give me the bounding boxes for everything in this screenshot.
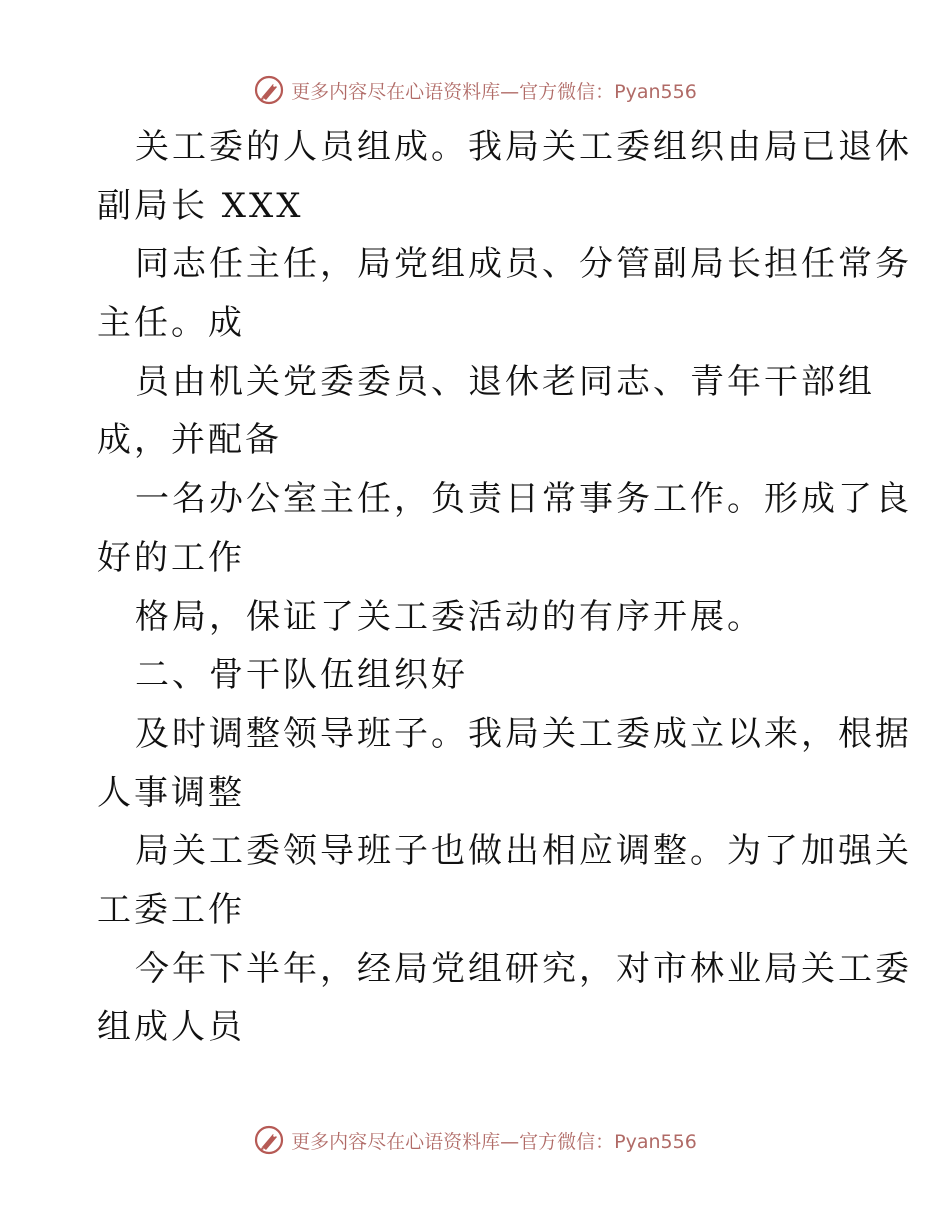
paragraph-line: 及时调整领导班子。我局关工委成立以来，根据 [135,713,912,754]
header-watermark-text: 更多内容尽在心语资料库—官方微信：Pyan556 [291,80,697,103]
document-body [97,118,912,1057]
paragraph-line: 主任。成 [97,303,245,344]
pen-nib-logo-icon [253,74,285,106]
paragraph-line: 组成人员 [97,1007,245,1048]
paragraph-line: 格局，保证了关工委活动的有序开展。 [135,596,764,637]
paragraph-line: 关工委的人员组成。我局关工委组织由局已退休 [135,127,912,167]
paragraph-line: 工委工作 [97,889,245,930]
paragraph-line: 员由机关党委委员、退休老同志、青年干部组 [135,361,875,402]
header-watermark-banner [0,70,950,110]
paragraph-line: 局关工委领导班子也做出相应调整。为了加强关 [135,831,912,872]
paragraph-line: 一名办公室主任，负责日常事务工作。形成了良 [135,479,912,520]
paragraph-line: 成，并配备 [97,420,282,461]
paragraph-line: 人事调整 [97,772,245,813]
paragraph-line: 副局长 XXX [97,185,304,226]
footer-watermark-banner [0,1120,950,1160]
paragraph-line: 今年下半年，经局党组研究，对市林业局关工委 [135,948,912,989]
pen-nib-logo-icon [253,1124,285,1156]
paragraph-line: 同志任主任，局党组成员、分管副局长担任常务 [135,244,912,285]
footer-watermark-text: 更多内容尽在心语资料库—官方微信：Pyan556 [291,1130,697,1153]
paragraph-line: 好的工作 [97,537,245,578]
section-heading: 二、骨干队伍组织好 [135,655,468,696]
